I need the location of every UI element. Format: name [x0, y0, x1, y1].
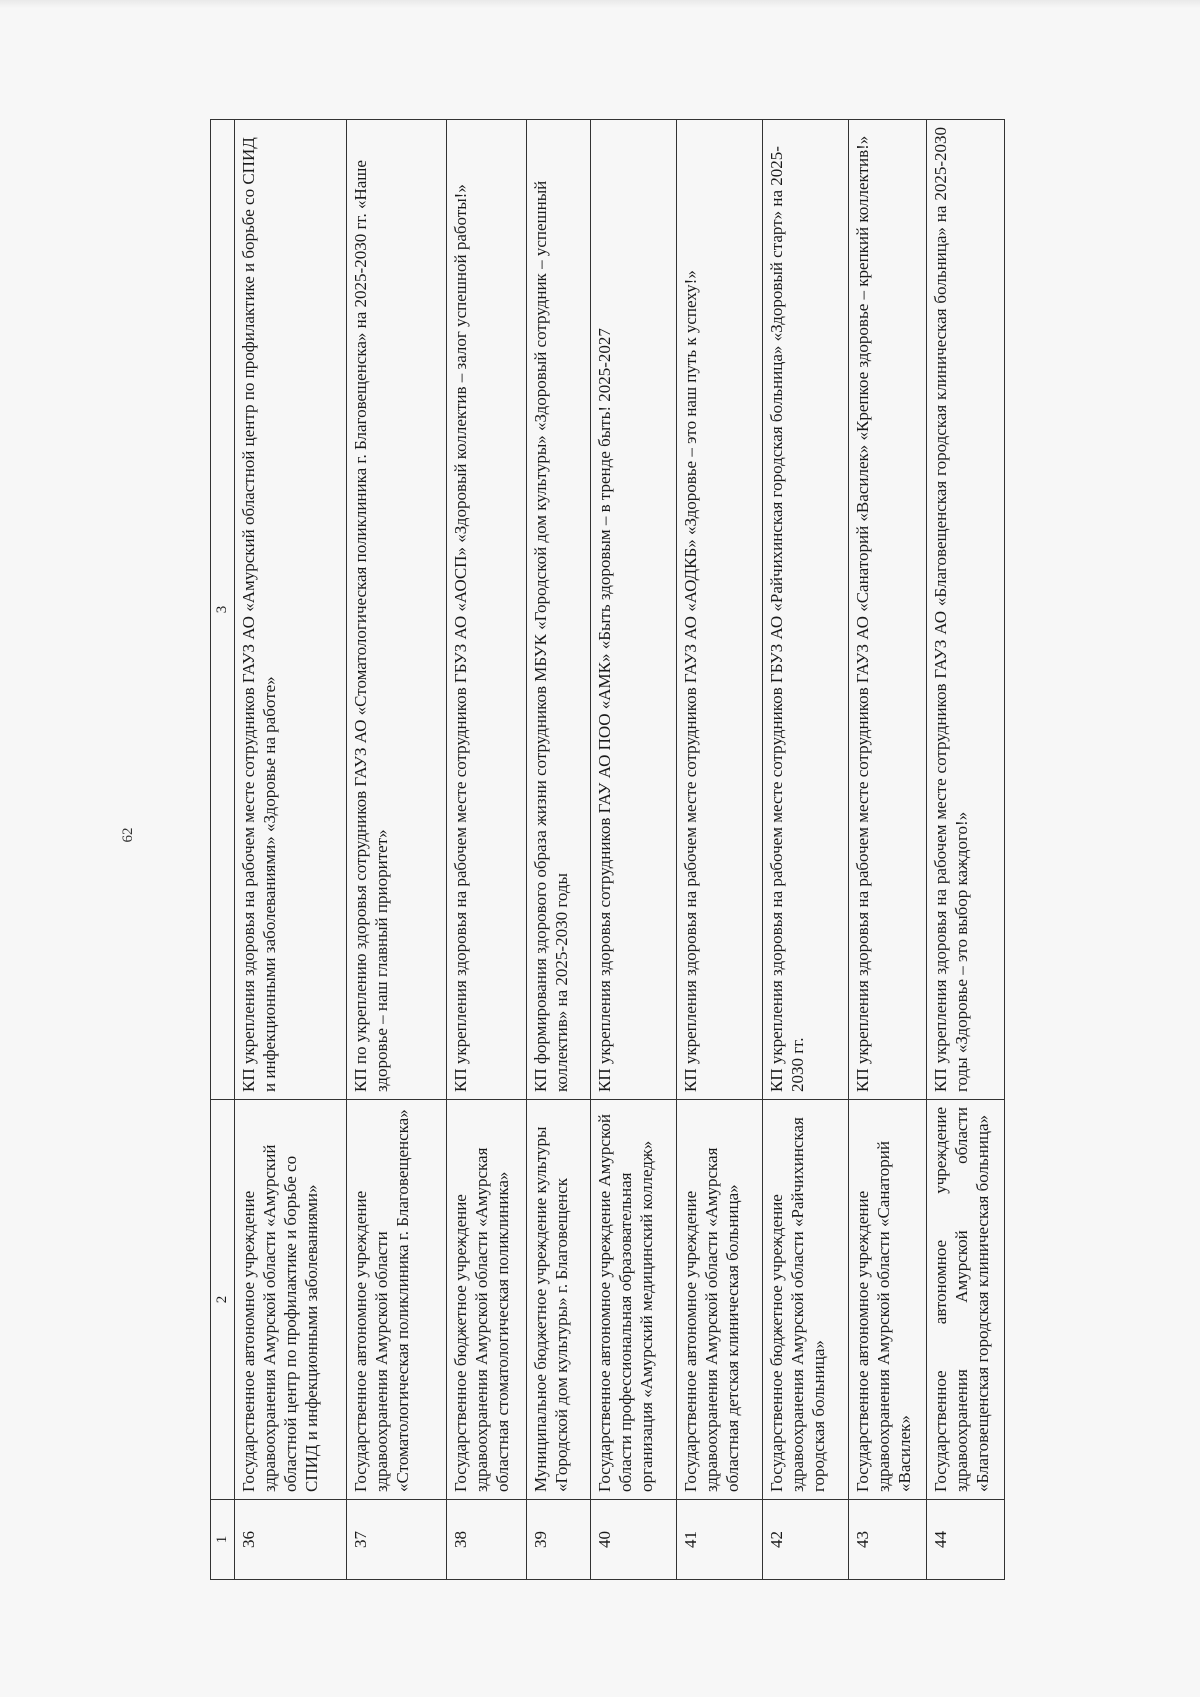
program-cell: КП укрепления здоровья сотрудников ГАУ АО ПОО «АМК» «Быть здоровым – в тренде быть! 2025-2027 — [591, 120, 677, 1100]
row-number: 40 — [591, 1500, 677, 1580]
header-col-2: 2 — [211, 1100, 235, 1500]
header-col-3: 3 — [211, 120, 235, 1100]
organization-cell: Государственное автономное учреждение здравоохранения Амурской области «Санаторий «Василек» — [849, 1100, 927, 1500]
row-number: 36 — [235, 1500, 347, 1580]
organization-cell: Государственное автономное учреждение здравоохранения Амурской области «Амурская областная детская клиническая больница» — [677, 1100, 763, 1500]
table-row — [927, 120, 1005, 1580]
program-cell: КП укрепления здоровья на рабочем месте сотрудников ГАУЗ АО «Санаторий «Василек» «Крепкое здоровье – крепкий коллектив!» — [849, 120, 927, 1100]
program-cell: КП укрепления здоровья на рабочем месте сотрудников ГАУЗ АО «Амурский областной центр по профилактике и борьбе со СПИД и инфекционными заболеваниями» «Здоровье на работе» — [235, 120, 347, 1100]
row-number: 39 — [527, 1500, 591, 1580]
table-row — [347, 120, 447, 1580]
program-cell: КП по укреплению здоровья сотрудников ГАУЗ АО «Стоматологическая поликлиника г. Благовещенска» на 2025-2030 гг. «Наше здоровье – наш главный приоритет» — [347, 120, 447, 1100]
header-col-1: 1 — [211, 1500, 235, 1580]
row-number: 41 — [677, 1500, 763, 1580]
table-row — [591, 120, 677, 1580]
row-number: 44 — [927, 1500, 1005, 1580]
organization-cell: Государственное автономное учреждение здравоохранения Амурской области «Амурский областной центр по профилактике и борьбе со СПИД и инфекционными заболеваниями» — [235, 1100, 347, 1500]
table-header-row — [211, 120, 235, 1580]
table-row — [447, 120, 527, 1580]
table-row — [235, 120, 347, 1580]
program-cell: КП укрепления здоровья на рабочем месте сотрудников ГАУЗ АО «Благовещенская городская клиническая больница» на 2025-2030 годы «Здоровье – это выбор каждого!» — [927, 120, 1005, 1100]
table-row — [677, 120, 763, 1580]
row-number: 37 — [347, 1500, 447, 1580]
row-number: 38 — [447, 1500, 527, 1580]
table-row — [527, 120, 591, 1580]
organization-cell: Государственное бюджетное учреждение здравоохранения Амурской области «Райчихинская городская больница» — [763, 1100, 849, 1500]
program-cell: КП укрепления здоровья на рабочем месте сотрудников ГБУЗ АО «АОСП» «Здоровый коллектив – залог успешной работы!» — [447, 120, 527, 1100]
organization-cell: Государственное автономное учреждение Амурской области профессиональная образовательная организация «Амурский медицинский колледж» — [591, 1100, 677, 1500]
program-cell: КП формирования здорового образа жизни сотрудников МБУК «Городской дом культуры» «Здоровый сотрудник – успешный коллектив» на 2025-2030 годы — [527, 120, 591, 1100]
organization-cell: Государственное бюджетное учреждение здравоохранения Амурской области «Амурская областная стоматологическая поликлиника» — [447, 1100, 527, 1500]
organization-cell: Муниципальное бюджетное учреждение культуры «Городской дом культуры» г. Благовещенск — [527, 1100, 591, 1500]
row-number: 42 — [763, 1500, 849, 1580]
page-number: 62 — [120, 827, 136, 843]
rotated-table-container — [210, 120, 1000, 1580]
organization-cell: Государственное автономное учреждение здравоохранения Амурской области «Стоматологическая поликлиника г. Благовещенска» — [347, 1100, 447, 1500]
table-row — [763, 120, 849, 1580]
scan-edge — [0, 0, 1200, 8]
programs-table — [210, 119, 1005, 1580]
program-cell: КП укрепления здоровья на рабочем месте сотрудников ГБУЗ АО «Райчихинская городская больница» «Здоровый старт» на 2025-2030 гг. — [763, 120, 849, 1100]
table-row — [849, 120, 927, 1580]
program-cell: КП укрепления здоровья на рабочем месте сотрудников ГАУЗ АО «АОДКБ» «Здоровье – это наш путь к успеху!» — [677, 120, 763, 1100]
organization-cell: Государственное автономное учреждение здравоохранения Амурской области «Благовещенская городская клиническая больница» — [927, 1100, 1005, 1500]
row-number: 43 — [849, 1500, 927, 1580]
